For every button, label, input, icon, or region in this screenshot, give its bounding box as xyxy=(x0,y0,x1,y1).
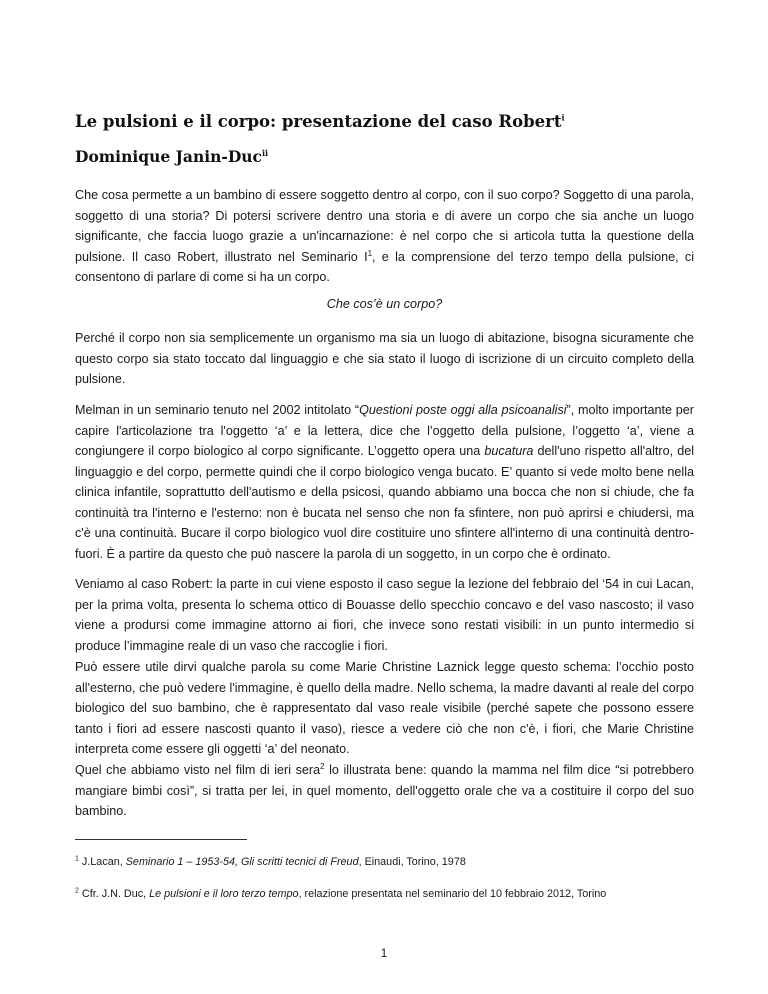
paragraph-1: Che cosa permette a un bambino di essere soggetto dentro al corpo, con il suo corpo? Soggetto di una parola, soggetto di una storia? Di potersi scrivere dentro una storia e di avere un corpo che sia anche un luogo significante, che faccia luogo grazie a un'incarnazione: è nel corpo che si articola tutta la questione della pulsione. Il caso Robert, illustrato nel Seminario $I^1$, e la comprensione del terzo tempo della pulsione, ci consentono di parlare di come si ha un corpo. xyxy=(75,188,694,284)
title-endnote-marker: i xyxy=(561,112,565,123)
footnote-ref-2[interactable]: 2 xyxy=(320,761,325,771)
page-title: Le pulsioni e il corpo: presentazione del caso Robert$^i$ xyxy=(75,112,565,131)
page-number: 1 xyxy=(380,946,388,960)
paragraph-3: Melman in un seminario tenuto nel 2002 intitolato “Questioni poste oggi alla psicoanalisi”, molto importante per capire l'articolazione tra l'oggetto ‘a’ e la lettera, dice che l’oggetto della pulsione, l’oggetto ‘a’, viene a congiungere il corpo biologico al corpo significante. L’oggetto opera una bucatura dell'uno rispetto all'altro, del linguaggio e del corpo, permette quindi che il corpo biologico venga bucato. E’ quanto si vede molto bene nella clinica infantile, soprattutto dell'autismo e della psicosi, quando abbiamo una bocca che non si chiude, che fa continuità tra l'interno e l'esterno: non è bucata nel senso che non fa sfintere, non può aprirsi e chiudersi, ma c'è una continuità. Bucare il corpo biologico vuol dire costituire uno sfintere all'interno di una continuità dentro-fuori. È a partire da questo che può nascere la parola di un soggetto, in un corpo che è ordinato. xyxy=(75,403,694,561)
paragraph-6: Quel che abbiamo visto nel film di ieri sera$^2$ lo illustrata bene: quando la mamma nel film dice “si potrebbero mangiare bimbi così”, si tratta per lei, in quel momento, dell'oggetto orale che va a costituire il corpo del suo bambino. xyxy=(75,761,694,818)
author-name: Dominique Janin-Duc$^{ii}$ xyxy=(75,147,269,166)
author-endnote-marker: ii xyxy=(261,147,269,158)
paragraph-2: Perché il corpo non sia semplicemente un organismo ma sia un luogo di abitazione, bisogna sicuramente che questo corpo sia stato toccato dal linguaggio e che sia stato il luogo di iscrizione di un circuito completo della pulsione. xyxy=(75,331,694,386)
footnote-1: $^1$ J.Lacan, Seminario 1 – 1953-54, Gli scritti tecnici di Freud, Einaudi, Torino, 1978 xyxy=(75,855,466,868)
footnote-2: $^2$ Cfr. J.N. Duc, Le pulsioni e il loro terzo tempo, relazione presentata nel seminario del 10 febbraio 2012, Torino xyxy=(75,887,607,900)
paragraph-5: Può essere utile dirvi qualche parola su come Marie Christine Laznick legge questo schema: l’occhio posto all'esterno, che può vedere l'immagine, è quello della madre. Nello schema, la madre davanti al reale del corpo biologico del suo bambino, che è rappresentato dal vaso reale visibile (perché sapete che possono essere tanto i fiori ad essere nascosti quanto il vaso), riesce a vedere ciò che non c'è, i fiori, che Marie Christine interpreta come essere gli oggetti ‘a’ del neonato. xyxy=(75,660,694,756)
section-heading: Che cos’è un corpo? xyxy=(326,297,443,311)
paragraph-4: Veniamo al caso Robert: la parte in cui viene esposto il caso segue la lezione del febbraio del ‘54 in cui Lacan, per la prima volta, presenta lo schema ottico di Bouasse dello specchio concavo e del vaso nascosto; il vaso viene a prodursi come immagine attorno ai fiori, che invece sono restati visibili: in un punto intermedio si produce l’immagine reale di un vaso che raccoglie i fiori. xyxy=(75,577,694,653)
footnote-ref-1[interactable]: 1 xyxy=(367,248,373,258)
footnote-separator xyxy=(75,839,247,840)
